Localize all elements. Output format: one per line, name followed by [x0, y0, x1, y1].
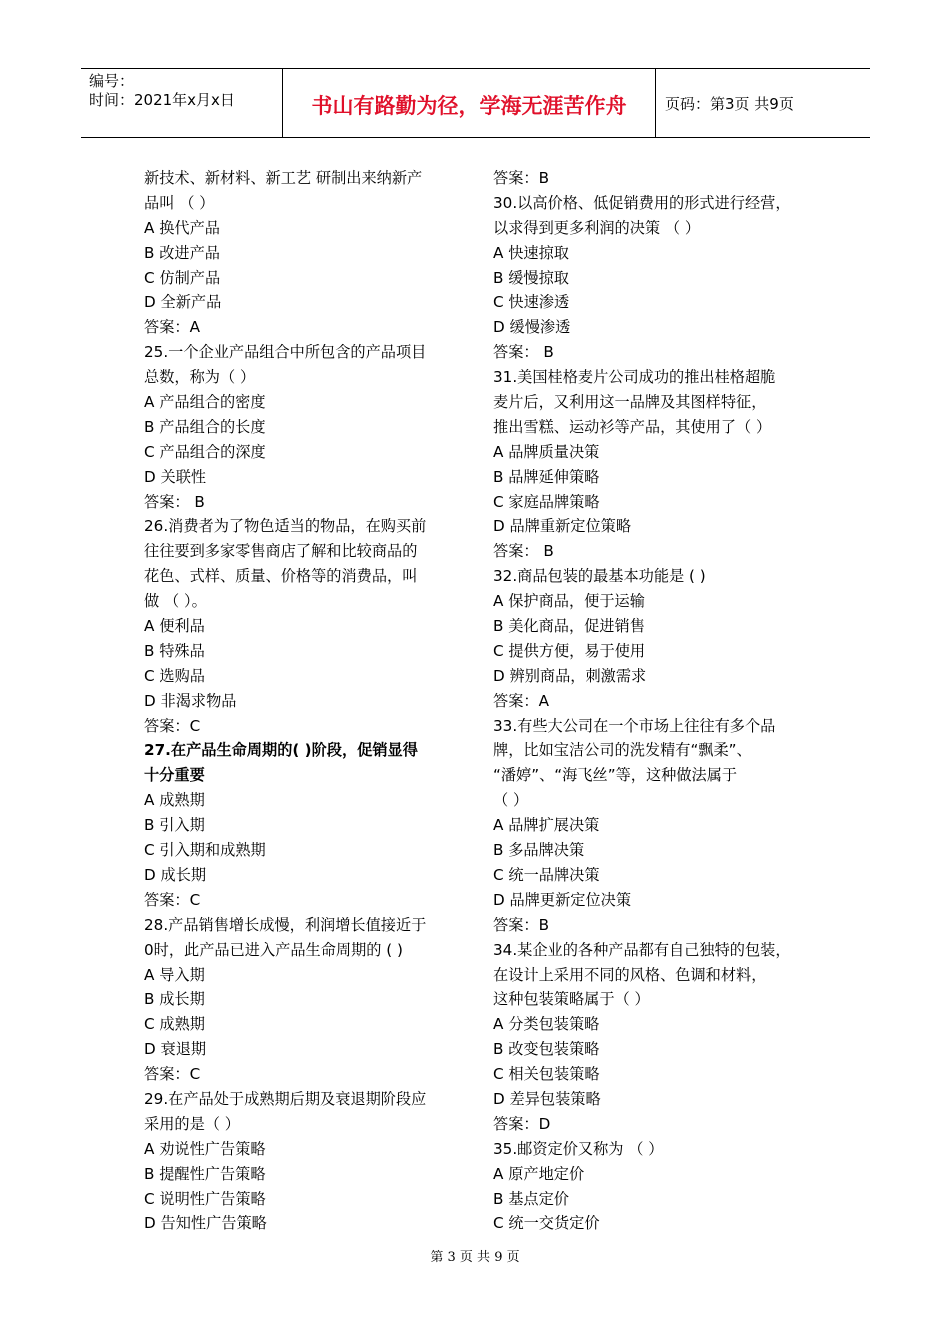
- text-line: 27.在产品生命周期的( )阶段，促销显得: [144, 741, 418, 760]
- header-page-cell: [656, 69, 870, 137]
- text-line: 牌，比如宝洁公司的洗发精有“飘柔”、: [493, 741, 752, 760]
- text-line: 新技术、新材料、新工艺 研制出来纳新产: [144, 169, 423, 187]
- text-line: 总数，称为（ ）: [144, 368, 256, 387]
- text-line: D 辨别商品，刺激需求: [493, 666, 647, 685]
- text-line: 采用的是（ ）: [144, 1114, 240, 1133]
- text-line: 做 （ ）。: [144, 592, 207, 611]
- text-line: 品叫 （ ）: [144, 193, 215, 212]
- text-line: 往往要到多家零售商店了解和比较商品的: [144, 542, 418, 561]
- text-line: B 改变包装策略: [493, 1040, 600, 1059]
- text-line: B 成长期: [144, 990, 205, 1009]
- text-line: 31.美国桂格麦片公司成功的推出桂格超脆: [493, 368, 776, 387]
- document-date-label: 时间：2021年x月x日: [89, 91, 235, 109]
- text-line: 答案：A: [493, 691, 549, 710]
- text-line: 答案：C: [144, 890, 201, 909]
- text-line: 26.消费者为了物色适当的物品，在购买前: [144, 517, 427, 536]
- text-line: 在设计上采用不同的风格、色调和材料，: [493, 965, 767, 984]
- text-line: C 统一交货定价: [493, 1214, 600, 1233]
- text-line: C 家庭品牌策略: [493, 492, 600, 511]
- text-line: C 提供方便，易于使用: [493, 641, 646, 660]
- text-line: C 统一品牌决策: [493, 865, 600, 884]
- text-line: A 便利品: [144, 617, 205, 636]
- text-line: 以求得到更多利润的决策 （ ）: [493, 218, 701, 237]
- header-info-cell: [81, 69, 283, 137]
- text-line: A 保护商品，便于运输: [493, 592, 645, 611]
- text-line: 十分重要: [144, 766, 205, 785]
- text-line: C 选购品: [144, 666, 205, 685]
- text-line: 32.商品包装的最基本功能是 ( ): [493, 567, 706, 586]
- text-line: 答案：C: [144, 1065, 201, 1084]
- page-header: [81, 68, 870, 138]
- left-column: [144, 166, 466, 1236]
- text-line: 28.产品销售增长成慢，利润增长值接近于: [144, 915, 427, 934]
- document-number-label: 编号：: [89, 72, 135, 90]
- text-line: B 美化商品，促进销售: [493, 617, 645, 636]
- text-line: A 快速掠取: [493, 243, 569, 262]
- text-line: B 引入期: [144, 816, 205, 835]
- text-line: 答案： B: [493, 542, 554, 561]
- text-line: B 多品牌决策: [493, 841, 585, 860]
- text-line: D 关联性: [144, 467, 207, 486]
- text-line: “潘婷”、“海飞丝”等，这种做法属于: [493, 766, 738, 785]
- text-line: 35.邮资定价又称为 （ ）: [493, 1139, 664, 1158]
- text-line: B 特殊品: [144, 641, 205, 660]
- text-line: B 改进产品: [144, 243, 220, 262]
- text-line: C 产品组合的深度: [144, 442, 266, 461]
- text-line: C 说明性广告策略: [144, 1189, 266, 1208]
- text-line: 花色、式样、质量、价格等的消费品，叫: [144, 567, 418, 586]
- text-line: D 非渴求物品: [144, 691, 237, 710]
- text-line: A 成熟期: [144, 791, 205, 810]
- text-line: 34.某企业的各种产品都有自己独特的包装，: [493, 940, 791, 959]
- text-line: A 原产地定价: [493, 1164, 585, 1183]
- text-line: D 衰退期: [144, 1040, 207, 1059]
- header-motto-cell: [283, 69, 656, 137]
- text-line: D 品牌重新定位策略: [493, 517, 632, 536]
- text-line: B 缓慢掠取: [493, 268, 569, 287]
- text-line: 答案：C: [144, 716, 201, 735]
- text-line: A 导入期: [144, 965, 205, 984]
- text-line: B 提醒性广告策略: [144, 1164, 266, 1183]
- text-line: 29.在产品处于成熟期后期及衰退期阶段应: [144, 1089, 427, 1108]
- text-line: 答案： B: [493, 343, 554, 362]
- text-line: 麦片后，又利用这一品牌及其图样特征，: [493, 393, 767, 412]
- text-line: B 产品组合的长度: [144, 417, 266, 436]
- text-line: B 品牌延伸策略: [493, 467, 600, 486]
- text-line: 这种包装策略属于（ ）: [493, 990, 650, 1009]
- text-line: A 劝说性广告策略: [144, 1139, 266, 1158]
- text-line: 答案： B: [144, 492, 205, 511]
- text-line: （ ）: [493, 791, 529, 810]
- text-line: C 快速渗透: [493, 293, 570, 312]
- text-line: 答案：A: [144, 318, 200, 337]
- text-line: C 相关包装策略: [493, 1065, 600, 1084]
- text-line: A 品牌质量决策: [493, 442, 600, 461]
- text-line: C 成熟期: [144, 1015, 205, 1034]
- text-line: 答案：D: [493, 1114, 551, 1133]
- text-line: D 缓慢渗透: [493, 318, 571, 337]
- text-line: D 全新产品: [144, 293, 222, 312]
- text-line: D 成长期: [144, 865, 207, 884]
- header-motto: 书山有路勤为径，学海无涯苦作舟: [311, 93, 627, 118]
- text-line: 答案：B: [493, 915, 549, 934]
- page-footer: 第 3 页 共 9 页: [430, 1250, 520, 1265]
- text-line: 0时，此产品已进入产品生命周期的 ( ): [144, 940, 403, 959]
- text-line: D 告知性广告策略: [144, 1214, 267, 1233]
- text-line: 33.有些大公司在一个市场上往往有多个品: [493, 716, 776, 735]
- text-line: 25.一个企业产品组合中所包含的产品项目: [144, 343, 427, 362]
- text-line: C 引入期和成熟期: [144, 841, 266, 860]
- text-line: D 品牌更新定位决策: [493, 890, 632, 909]
- text-line: A 分类包装策略: [493, 1015, 600, 1034]
- text-line: A 换代产品: [144, 218, 220, 237]
- text-line: B 基点定价: [493, 1189, 569, 1208]
- text-line: 答案：B: [493, 169, 549, 187]
- text-line: A 产品组合的密度: [144, 393, 266, 412]
- right-column: [493, 166, 815, 1236]
- text-line: 推出雪糕、运动衫等产品，其使用了（ ）: [493, 417, 772, 436]
- text-line: D 差异包装策略: [493, 1089, 601, 1108]
- text-line: C 仿制产品: [144, 268, 221, 287]
- text-line: 30.以高价格、低促销费用的形式进行经营，: [493, 193, 791, 212]
- header-page-info: 页码：第3页 共9页: [665, 95, 794, 113]
- text-line: A 品牌扩展决策: [493, 816, 600, 835]
